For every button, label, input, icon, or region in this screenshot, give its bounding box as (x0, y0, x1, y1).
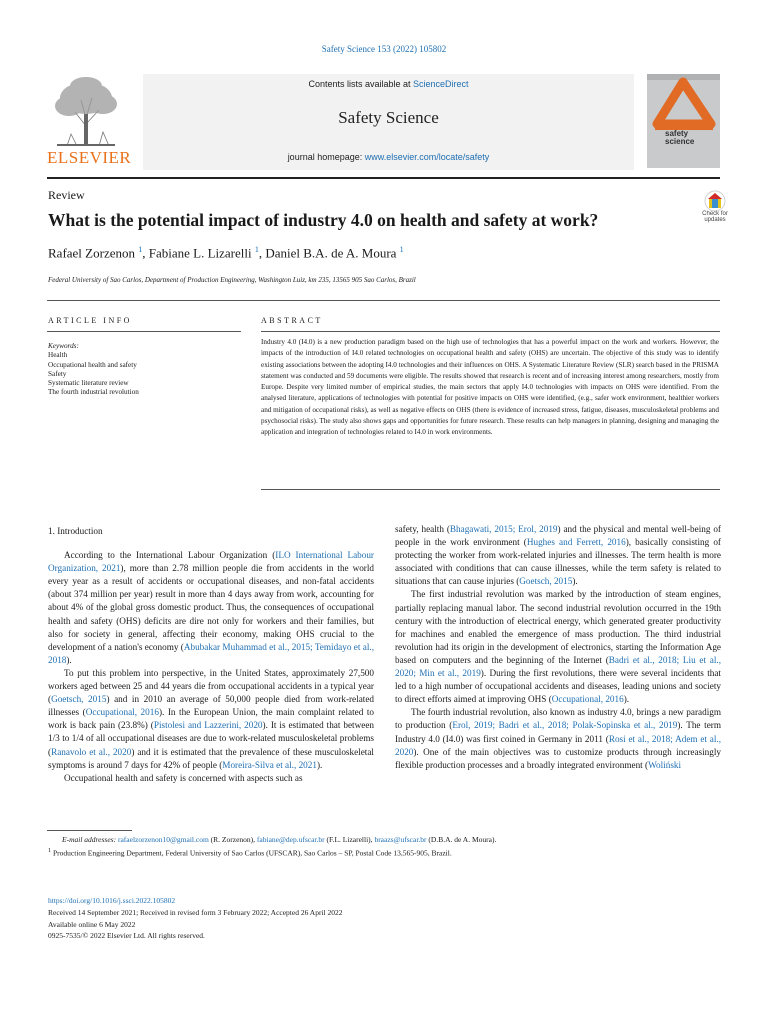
crossmark-label: Check for updates (702, 211, 728, 223)
citation-link[interactable]: ILO International Labour Organization, 2021 (48, 550, 374, 574)
email-link[interactable]: fabiane@dep.ufscar.br (256, 835, 325, 844)
section-heading: 1. Introduction (48, 526, 103, 536)
body-text: The fourth industrial revolution, also known as industry 4.0, brings a new paradigm to production ( (395, 707, 721, 731)
body-text: ) and it is estimated that the prevalence of these musculoskeletal symptoms is around 7 days for 42% of people ( (48, 746, 374, 770)
abstract-text: Industry 4.0 (I4.0) is a new production paradigm based on the high use of technologies that has a powerful impact on the work and workers. However, the impacts of the introduction of I4.0 related technologies on occupational health and safety (OHS) are uncertain. The objective of this study was to identify existing associations between the adopting I4.0 technologies and their influences on OHS. A Systematic Literature Review (SLR) search based in the PRISMA statement was conducted and 59 documents were eligible. The results showed that research is recent and of increasing interest among researchers, mostly from Europe. Despite very limited number of empirical studies, the main sectors that apply I4.0 technologies with impacts on OHS were identified. From the analysed literature, applications of technologies with potential for positive impacts on OHS were identified, (e.g., safer work environment, healthier workers and mitigation of occupational risks), as well as negative effects on OHS (there is evidence of increased stress, fatigue, diseases, musculoskeletal problems and psychosocial risks). The study also shows gaps and opportunities for future research. These results can help managers in planning, designing and managing the application and integration of technologies related to I4.0 in work environments. (261, 338, 719, 437)
citation-link[interactable]: Moreira-Silva et al., 2021 (222, 759, 317, 770)
email-link[interactable]: rafaelzorzenon10@gmail.com (117, 835, 209, 844)
body-text: ). One of the main objectives was to customize products through increasingly flexible production processes and a broadly integrated environment ( (395, 746, 721, 770)
keyword: Occupational health and safety (48, 360, 137, 369)
copyright: 0925-7535/© 2022 Elsevier Ltd. All rights reserved. (48, 931, 205, 941)
citation-link[interactable]: Woliński (648, 759, 682, 770)
body-left-column (48, 523, 374, 785)
contents-line: Contents lists available at ScienceDirect (308, 79, 469, 89)
author-name[interactable]: Daniel B.A. de A. Moura (265, 245, 397, 261)
body-text: safety, health ( (395, 524, 450, 534)
body-paragraph (48, 772, 374, 785)
author-name[interactable]: Fabiane L. Lizarelli (148, 245, 252, 261)
citation-link[interactable]: Ranavolo et al., 2020 (51, 746, 132, 757)
body-text: ). (66, 654, 72, 665)
email-footnote: E-mail addresses: rafaelzorzenon10@gmail.com (R. Zorzenon), fabiane@dep.ufscar.br (F.L. Lizarelli), braazs@ufscar.br (D.B.A. de A. Moura). (62, 835, 497, 844)
journal-homepage-link[interactable]: www.elsevier.com/locate/safety (364, 152, 490, 162)
body-text: To put this problem into perspective, in the United States, approximately 27,500 workers aged between 25 and 44 years die from occupational accidents in a typical year ( (48, 667, 374, 705)
body-text: ). The term Industry 4.0 (I4.0) was first coined in Germany in 2011 ( (395, 720, 721, 744)
keywords-label: Keywords: (48, 342, 79, 350)
citation-link[interactable]: Occupational, 2016 (85, 707, 159, 718)
header-rule (47, 300, 720, 301)
keyword: Systematic literature review (48, 379, 129, 388)
info-rule (47, 331, 241, 332)
footnote-rule (47, 830, 132, 831)
masthead-rule (47, 177, 720, 179)
affiliation: Federal University of Sao Carlos, Department of Production Engineering, Washington Luiz, km 235, 13565 905 Sao Carlos, Brazil (48, 276, 416, 284)
author-name[interactable]: Rafael Zorzenon (48, 245, 135, 261)
keyword: Health (48, 351, 68, 360)
affiliation-footnote (48, 845, 720, 859)
elsevier-wordmark: ELSEVIER (47, 148, 132, 167)
email-link[interactable]: braazs@ufscar.br (374, 835, 427, 844)
citation-link[interactable]: Hughes and Ferrett, 2016 (526, 537, 626, 548)
body-text: ). (623, 694, 630, 705)
body-text: ). (572, 576, 578, 587)
keywords-block (48, 342, 228, 398)
body-text: ), more than 2.78 million people die from accidents in the world every year as a result of accidents or occupational diseases, and non-fatal accidents (about 374 million per year) result in more than 4 days away from work, accounting for about 4% of the global gross domestic product. Thus, the consequences of occupational health and safety (OHS) deficits are dire not only for workers and their families, but also for society in general, affecting their economy, making OHS crucial to the development of a nation's economy ( (48, 563, 375, 652)
crossmark-icon (695, 190, 735, 212)
body-text: ). During the first revolutions, there were several incidents that led to a high number of occupational accidents and diseases, leading unions and society to direct efforts aimed at improving OHS ( (395, 668, 721, 705)
elsevier-tree-icon (47, 74, 125, 148)
citation-link[interactable]: Erol, 2019; Badri et al., 2018; Polak-Sopinska et al., 2019 (452, 720, 678, 731)
body-text: ). It is estimated that between 1/3 to 1/4 of all occupational diseases are due to work-related musculoskeletal problems ( (48, 720, 374, 757)
author-affiliation-mark[interactable]: 1 (399, 245, 404, 254)
journal-title: Safety Science (338, 108, 439, 127)
body-text: ) and in 2010 an average of 50,000 people died from work-related illnesses ( (48, 694, 374, 718)
citation-link[interactable]: Badri et al., 2018; Liu et al., 2020; Min et al., 2019 (395, 654, 721, 679)
sciencedirect-link[interactable]: ScienceDirect (413, 79, 469, 89)
body-paragraph (395, 523, 721, 588)
journal-cover[interactable] (647, 74, 720, 168)
homepage-line: journal homepage: www.elsevier.com/locate/safety (287, 152, 490, 162)
body-paragraph (395, 706, 721, 771)
footnote-mark: 1 (48, 847, 52, 854)
abstract-rule (261, 331, 720, 332)
citation-link[interactable]: Occupational, 2016 (551, 694, 624, 705)
elsevier-logo[interactable] (47, 74, 132, 168)
body-text: ). In the European Union, the main complaint related to work is back pain (23.8%) ( (48, 707, 374, 731)
keyword: Safety (48, 369, 67, 378)
journal-banner (143, 74, 634, 170)
body-text: According to the International Labour Organization ( (64, 550, 276, 561)
article-title: What is the potential impact of industry 4.0 on health and safety at work? (48, 210, 599, 230)
body-text: The first industrial revolution was marked by the introduction of steam engines, partially replacing manual labor. The second industrial revolution occurred in the 19th century with the introduction of electrical energy, which generated greater productivity for machines and enabled the emergence of mass production. The third industrial revolution had its origin in the development of electronics, starting the Information Age based on computers and the beginning of the Internet ( (395, 589, 721, 665)
doi-link[interactable]: https://doi.org/10.1016/j.ssci.2022.105802 (48, 896, 176, 905)
author-list: Rafael Zorzenon $^1$, Fabiane L. Lizarelli $^1$, Daniel B.A. de A. Moura $^1$ (48, 245, 404, 261)
keyword: The fourth industrial revolution (48, 388, 139, 397)
abstract-bottom-rule (261, 489, 720, 490)
author-affiliation-mark[interactable]: 1 (138, 245, 143, 254)
journal-masthead (47, 74, 720, 170)
body-text: ), basically consisting of protecting the worker from work-related injuries and illnesses. The term health is more associated with conditions that can cause illnesses, while the term safety is related to situations that can cause injuries ( (395, 537, 721, 587)
publication-info (48, 895, 343, 942)
article-type: Review (48, 188, 85, 202)
body-text: ). (316, 759, 323, 770)
cover-triangle-icon (647, 74, 720, 168)
body-paragraph (48, 549, 374, 667)
body-paragraph (395, 588, 721, 706)
citation-link[interactable]: Rosi et al., 2018; Adem et al., 2020 (395, 733, 722, 757)
abstract-heading: ABSTRACT (261, 316, 323, 325)
body-text: Occupational health and safety is concerned with aspects such as (64, 772, 303, 783)
citation-link[interactable]: Goetsch, 2015 (519, 576, 573, 587)
body-paragraph (48, 667, 374, 772)
received-dates: Received 14 September 2021; Received in revised form 3 February 2022; Accepted 26 April 2022 (48, 907, 343, 917)
article-info-heading: ARTICLE INFO (48, 316, 132, 325)
body-right-column (395, 523, 721, 772)
footnote-text: Production Engineering Department, Federal University of Sao Carlos (UFSCAR), Sao Carlos – SP, Postal Code 13,565-905, Brazil. (53, 848, 452, 858)
body-text: ) and the physical and mental well-being of people in the work environment ( (395, 524, 721, 548)
check-for-updates-badge[interactable] (695, 190, 735, 230)
citation-link[interactable]: Pistolesi and Lazzerini, 2020 (153, 720, 263, 731)
citation-link[interactable]: Bhagawati, 2015; Erol, 2019 (449, 524, 558, 534)
available-online: Available online 6 May 2022 (48, 919, 136, 929)
citation-link[interactable]: Goetsch, 2015 (51, 694, 107, 705)
journal-reference-link[interactable]: Safety Science 153 (2022) 105802 (321, 44, 447, 54)
author-affiliation-mark[interactable]: 1 (254, 245, 259, 254)
cover-title: safety science (665, 129, 695, 146)
email-label: E-mail addresses: (62, 835, 117, 844)
footnotes (48, 834, 720, 859)
citation-link[interactable]: Abubakar Muhammad et al., 2015; Temidayo et al., 2018 (48, 641, 374, 665)
